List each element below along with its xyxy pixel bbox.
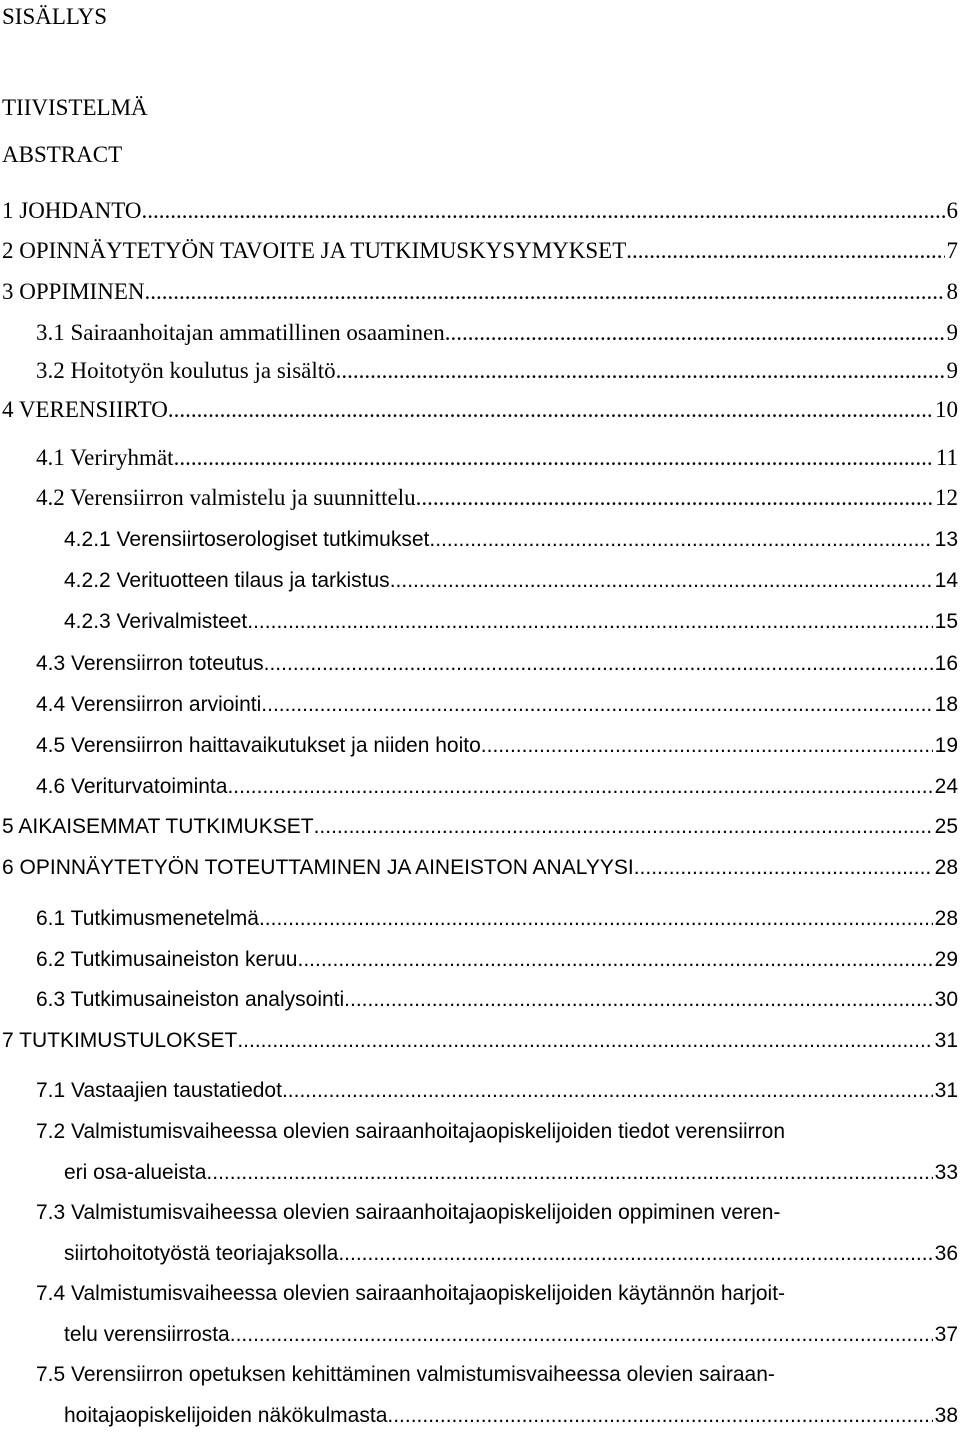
toc-entry-label: 3.2 Hoitotyön koulutus ja sisältö [36, 358, 336, 383]
dot-leader [237, 1026, 932, 1056]
toc-entry-page: 13 [934, 528, 958, 551]
toc-entry-label: 4 VERENSIIRTO [2, 397, 168, 422]
dot-leader [445, 318, 945, 348]
toc-entry-page: 19 [934, 734, 958, 757]
toc-entry-label: 4.6 Veriturvatoiminta [36, 775, 228, 798]
toc-entry-label-line1: 7.4 Valmistumisvaiheessa olevien sairaanhoitajaopiskelijoiden käytännön harjoit- [36, 1282, 786, 1305]
toc-entry[interactable] [64, 1401, 958, 1431]
toc-entry-page: 38 [934, 1404, 958, 1427]
dot-leader [261, 690, 932, 720]
dot-leader [142, 196, 945, 226]
toc-entry-page: 36 [934, 1242, 958, 1265]
dot-leader [344, 985, 932, 1015]
dot-leader [429, 525, 932, 555]
dot-leader [336, 356, 945, 386]
dot-leader [626, 236, 944, 266]
toc-entry-label: 3 OPPIMINEN [2, 279, 145, 304]
toc-entry-label: telu verensiirrosta [64, 1323, 230, 1346]
toc-entry[interactable] [64, 1320, 958, 1350]
toc-entry-label: 2 OPINNÄYTETYÖN TAVOITE JA TUTKIMUSKYSYMYKSET [2, 238, 627, 263]
toc-entry[interactable] [2, 236, 958, 266]
toc-entry-page: 10 [935, 397, 958, 422]
toc-entry-page: 16 [934, 652, 958, 675]
dot-leader [338, 1239, 932, 1269]
toc-entry[interactable] [64, 566, 958, 596]
dot-leader [387, 1401, 932, 1431]
toc-entry-label: 4.2.1 Verensiirtoserologiset tutkimukset [64, 528, 430, 551]
toc-entry-label: hoitajaopiskelijoiden näkökulmasta [64, 1404, 388, 1427]
dot-leader [264, 649, 933, 679]
toc-entry-page: 30 [934, 988, 958, 1011]
toc-entry-page: 25 [934, 815, 958, 838]
page-title: SISÄLLYS [2, 4, 108, 29]
toc-entry-label: 4.5 Verensiirron haittavaikutukset ja niiden hoito [36, 734, 481, 757]
toc-entry-label: 6.1 Tutkimusmenetelmä [36, 907, 259, 930]
dot-leader [230, 1320, 933, 1350]
toc-entry-page: 28 [934, 856, 958, 879]
toc-entry-label: 1 JOHDANTO [2, 198, 142, 223]
toc-entry[interactable] [64, 607, 958, 637]
dot-leader [206, 1158, 932, 1188]
toc-entry[interactable] [36, 649, 958, 679]
toc-entry[interactable] [2, 395, 958, 425]
dot-leader [416, 483, 933, 513]
dot-leader [390, 566, 933, 596]
toc-entry-page: 15 [934, 610, 958, 633]
toc-entry-page: 8 [946, 279, 958, 304]
dot-leader [481, 731, 933, 761]
dot-leader [144, 277, 944, 307]
toc-entry[interactable] [64, 1158, 958, 1188]
toc-entry-label: 4.4 Verensiirron arviointi [36, 693, 262, 716]
toc-entry-label-line1: 7.3 Valmistumisvaiheessa olevien sairaanhoitajaopiskelijoiden oppiminen veren- [36, 1201, 781, 1224]
toc-entry-label-line1: 7.2 Valmistumisvaiheessa olevien sairaanhoitajaopiskelijoiden tiedot verensiirron [36, 1120, 786, 1143]
toc-entry-label: 4.1 Veriryhmät [36, 445, 174, 470]
toc-entry-page: 9 [946, 320, 958, 345]
toc-entry[interactable] [36, 1076, 958, 1106]
dot-leader [227, 772, 932, 802]
toc-entry[interactable] [64, 1239, 958, 1269]
toc-entry-page: 6 [946, 198, 958, 223]
dot-leader [247, 607, 932, 637]
dot-leader [634, 853, 933, 883]
dot-leader [168, 395, 933, 425]
front-matter-abstract-en: ABSTRACT [2, 142, 123, 167]
toc-entry-label: siirtohoitotyöstä teoriajaksolla [64, 1242, 339, 1265]
toc-entry-label: 4.3 Verensiirron toteutus [36, 652, 264, 675]
toc-entry[interactable] [2, 1026, 958, 1056]
dot-leader [297, 945, 932, 975]
toc-entry-label: 6.2 Tutkimusaineiston keruu [36, 948, 298, 971]
dot-leader [259, 904, 933, 934]
toc-entry-label: 4.2.2 Verituotteen tilaus ja tarkistus [64, 569, 390, 592]
toc-entry-label: 3.1 Sairaanhoitajan ammatillinen osaaminen [36, 320, 445, 345]
toc-entry-page: 33 [934, 1161, 958, 1184]
dot-leader [282, 1076, 933, 1106]
toc-entry[interactable] [36, 945, 958, 975]
toc-entry-page: 11 [935, 445, 958, 470]
toc-entry[interactable] [36, 904, 958, 934]
toc-entry-label: 6 OPINNÄYTETYÖN TOTEUTTAMINEN JA AINEISTON ANALYYSI [2, 856, 634, 879]
toc-entry-label-line1: 7.5 Verensiirron opetuksen kehittäminen valmistumisvaiheessa olevien sairaan- [36, 1363, 775, 1386]
toc-entry[interactable] [2, 277, 958, 307]
toc-entry-page: 31 [934, 1029, 958, 1052]
dot-leader [314, 812, 933, 842]
toc-entry-page: 29 [934, 948, 958, 971]
toc-entry[interactable] [36, 731, 958, 761]
toc-entry[interactable] [36, 443, 958, 473]
toc-entry-page: 28 [934, 907, 958, 930]
toc-entry-label: 7 TUTKIMUSTULOKSET [2, 1029, 238, 1052]
toc-entry-page: 9 [946, 358, 958, 383]
toc-entry-page: 31 [934, 1079, 958, 1102]
toc-entry[interactable] [36, 690, 958, 720]
toc-entry-label: eri osa-alueista [64, 1161, 207, 1184]
toc-entry[interactable] [36, 772, 958, 802]
toc-entry[interactable] [2, 196, 958, 226]
toc-entry-label: 7.1 Vastaajien taustatiedot [36, 1079, 282, 1102]
toc-entry[interactable] [36, 483, 958, 513]
toc-entry-page: 12 [935, 485, 958, 510]
toc-entry-label: 5 AIKAISEMMAT TUTKIMUKSET [2, 815, 314, 838]
toc-entry[interactable] [64, 525, 958, 555]
toc-entry-page: 7 [946, 238, 958, 263]
toc-entry-page: 14 [934, 569, 958, 592]
toc-entry-page: 24 [934, 775, 958, 798]
toc-entry[interactable] [36, 985, 958, 1015]
toc-entry-label: 4.2 Verensiirron valmistelu ja suunnittelu [36, 485, 416, 510]
toc-entry-label: 6.3 Tutkimusaineiston analysointi [36, 988, 345, 1011]
toc-entry[interactable] [36, 356, 958, 386]
front-matter-abstract-fi: TIIVISTELMÄ [2, 95, 148, 120]
toc-entry[interactable] [36, 318, 958, 348]
toc-entry[interactable] [2, 853, 958, 883]
toc-entry-label: 4.2.3 Verivalmisteet [64, 610, 248, 633]
toc-entry-page: 37 [934, 1323, 958, 1346]
dot-leader [174, 443, 934, 473]
toc-entry-page: 18 [934, 693, 958, 716]
toc-entry[interactable] [2, 812, 958, 842]
